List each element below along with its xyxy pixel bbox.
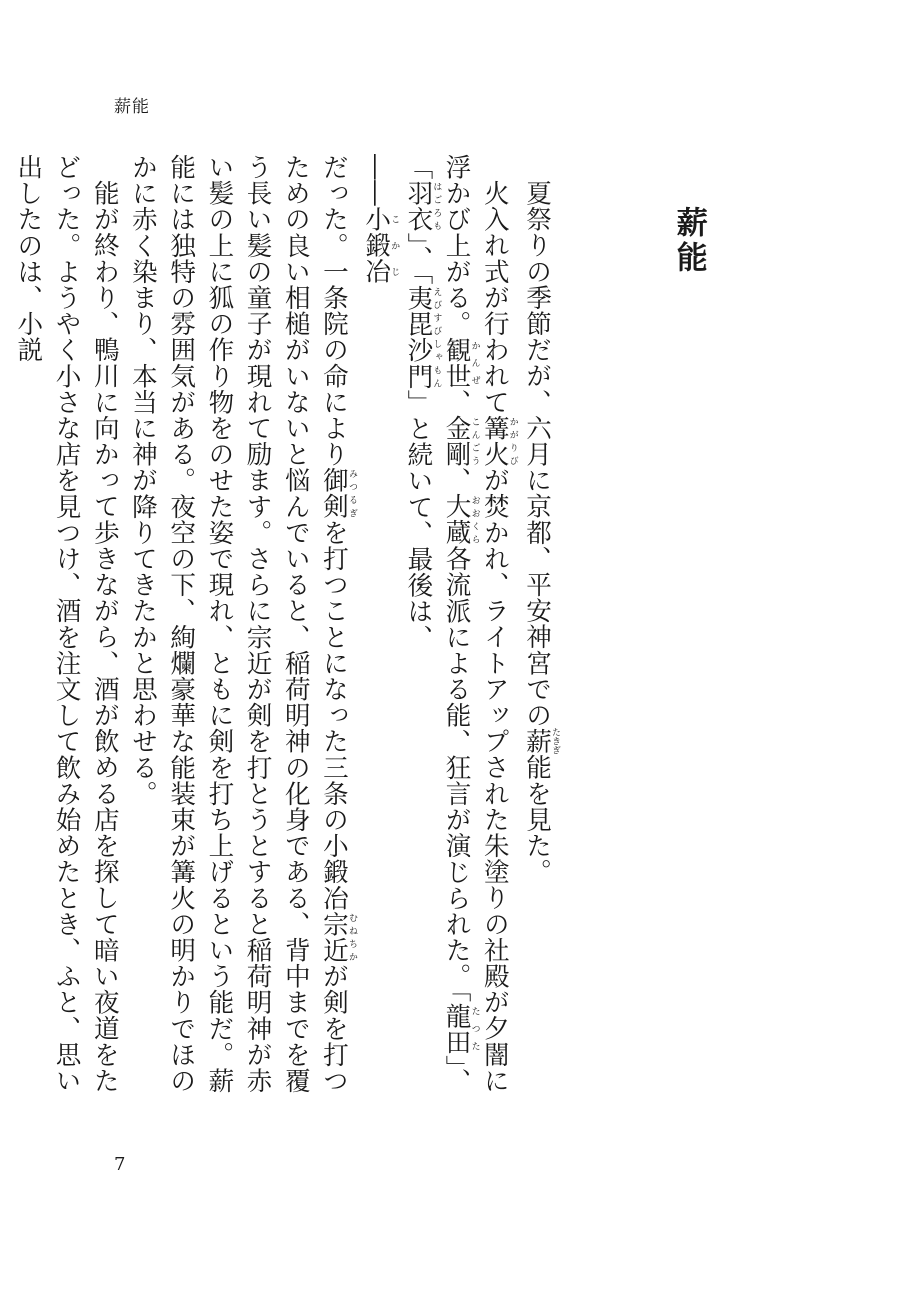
- text-run: 能を見た。: [522, 753, 552, 885]
- running-head: 薪能: [114, 97, 150, 117]
- ruby-word: 大蔵おおくら: [441, 493, 480, 546]
- ruby-word: 羽衣はごろも: [403, 180, 442, 233]
- text-run: が焚かれ、ライトアップされた朱塗りの社殿が夕闇に浮かび上がる。: [441, 154, 510, 1094]
- paragraph-4: [124, 154, 357, 1114]
- ruby-word: 篝火かがりび: [479, 414, 518, 467]
- text-run: 」、「: [403, 154, 472, 1095]
- ruby-word: 金剛こんごう: [441, 415, 480, 468]
- ruby-word: 龍田たつた: [441, 1002, 480, 1055]
- paragraph-3: [357, 154, 399, 1114]
- text-run: 各流派による能、狂言が演じられた。「: [441, 545, 472, 1003]
- text-run: 」と続いて、最後は、: [403, 389, 434, 651]
- furigana: たつた: [469, 1002, 480, 1055]
- ruby-word: 御剣みつるぎ: [318, 467, 357, 520]
- furigana: こかじ: [389, 206, 400, 285]
- furigana: おおくら: [469, 493, 480, 546]
- text-run: を打つことになった三条の小鍛冶: [318, 519, 349, 911]
- ruby-word: 夷毘沙門えびすびしゃもん: [403, 285, 442, 390]
- body-text: [9, 154, 560, 1114]
- paragraph-5: [9, 154, 124, 1114]
- text-run: だった。一条院の命により: [318, 154, 349, 468]
- chapter-title: 薪能: [670, 206, 707, 276]
- furigana: かがりび: [507, 414, 518, 467]
- page-number: 7: [114, 1154, 126, 1175]
- text-run: 」、「: [403, 232, 434, 286]
- paragraph-1: [518, 154, 560, 1114]
- ruby-word: 宗近むねちか: [318, 910, 357, 964]
- paragraph-2: [399, 154, 518, 1114]
- ruby-word: 観世かんぜ: [441, 336, 480, 389]
- furigana: こんごう: [469, 415, 480, 468]
- furigana: えびすびしゃもん: [431, 285, 442, 390]
- furigana: はごろも: [431, 180, 442, 233]
- text-run: 能が終わり、鴨川に向かって歩きながら、酒が飲める店を探して暗い夜道をたどった。ようやく小さな店を見つけ、酒を注文して飲み始めたとき、ふと、思い出したのは、小説: [13, 154, 120, 1094]
- furigana: みつるぎ: [346, 467, 357, 520]
- text-run: 、: [441, 467, 472, 494]
- text-run: 、: [441, 388, 472, 416]
- ruby-word: 小鍛冶こかじ: [361, 206, 400, 285]
- ruby-word: 薪たきぎ: [522, 727, 560, 755]
- text-run: 夏祭りの季節だが、六月に京都、平安神宮での: [522, 179, 552, 728]
- text-run: 火入れ式が行われて: [479, 179, 510, 415]
- furigana: かんぜ: [469, 336, 480, 389]
- text-run: ――: [361, 154, 392, 207]
- furigana: たきぎ: [550, 727, 560, 755]
- text-run: が剣を打つための良い相槌がいないと悩んでいると、稲荷明神の化身である、背中までを覆う長い髪の童子が現れて励ます。さらに宗近が剣を打とうとすると稲荷明神が赤い髪の上に狐の作り物をのせた姿で現れ、ともに剣を打ち上げるという能だ。薪能には独特の雰囲気がある。夜空の下、絢爛豪華な能装束が篝火の明かりでほのかに赤く染まり、本当に神が降りてきたかと思わせる。: [127, 154, 349, 1094]
- furigana: むねちか: [346, 910, 357, 964]
